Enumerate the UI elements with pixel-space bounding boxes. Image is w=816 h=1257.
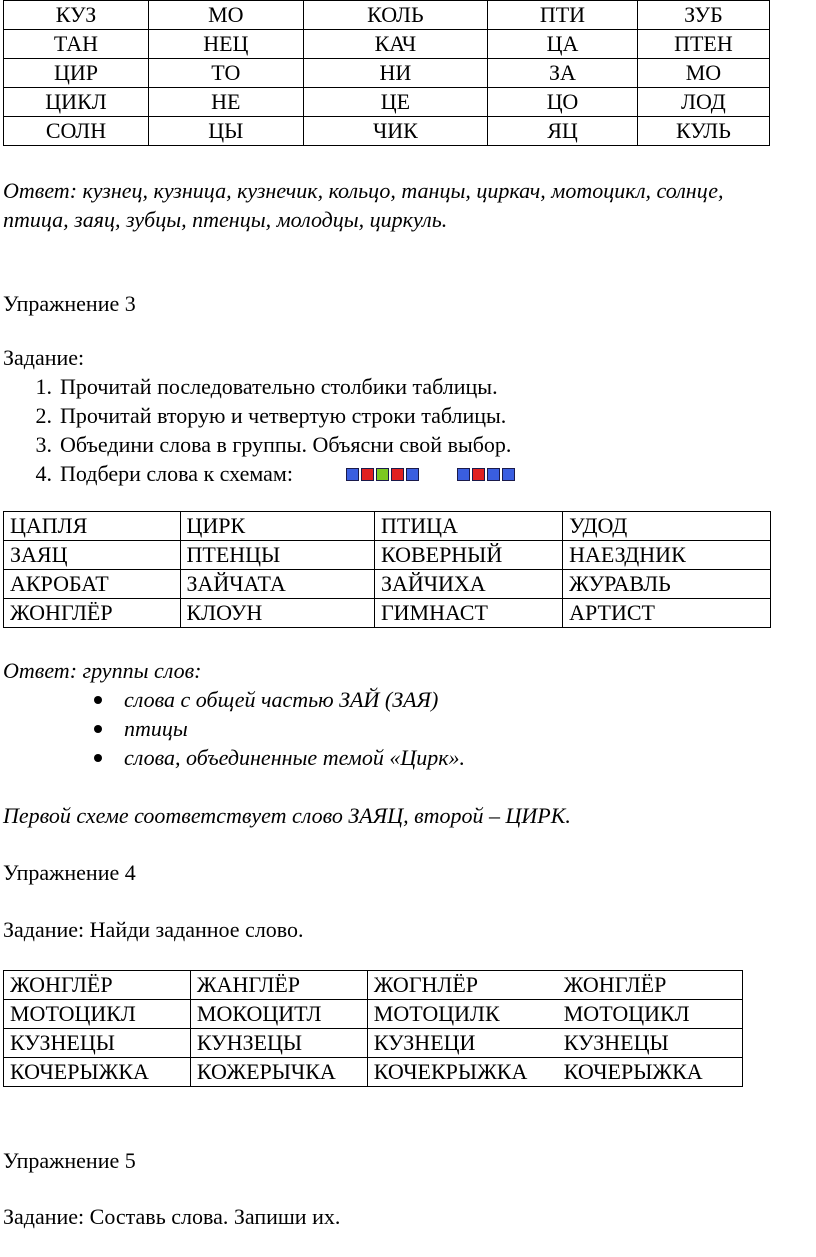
table-row (4, 971, 743, 1000)
scheme-square (406, 468, 419, 481)
bullet-icon (94, 696, 102, 704)
answer-1-line-2: птица, заяц, зубцы, птенцы, молодцы, циркуль. (3, 207, 448, 232)
table-cell: НИ (303, 59, 487, 88)
table-cell: ЦИР (4, 59, 149, 88)
table-cell: НАЕЗДНИК (563, 541, 771, 570)
table-cell: ЖОГНЛЁР (367, 971, 557, 1000)
exercise-4-heading: Упражнение 4 (3, 860, 136, 885)
table-cell: ЖУРАВЛЬ (563, 570, 771, 599)
scheme-square (346, 468, 359, 481)
task-text: Объедини слова в группы. Объясни свой выбор. (60, 432, 512, 457)
table-cell: ЖОНГЛЁР (558, 971, 743, 1000)
table-cell: ЯЦ (488, 117, 638, 146)
table-cell: ЗАЙЧИХА (374, 570, 562, 599)
table-cell: ПТИ (488, 1, 638, 30)
table-row (4, 599, 771, 628)
table-cell: ЧИК (303, 117, 487, 146)
table-row (4, 59, 770, 88)
table-row (4, 1058, 743, 1087)
table-row (4, 512, 771, 541)
table-cell: ЦО (488, 88, 638, 117)
table-row (4, 117, 770, 146)
scheme-square (457, 468, 470, 481)
table-cell: НЕЦ (148, 30, 303, 59)
task-item-3 (20, 432, 511, 458)
table-cell: КОЧЕРЫЖКА (558, 1058, 743, 1087)
table-cell: МОТОЦИКЛ (558, 1000, 743, 1029)
scheme-square (502, 468, 515, 481)
exercise-5-task: Задание: Составь слова. Запиши их. (3, 1204, 341, 1229)
bullet-text: слова с общей частью ЗАЙ (ЗАЯ) (124, 687, 439, 712)
bullet-text: птицы (124, 716, 188, 741)
table-row (4, 570, 771, 599)
table-cell: ЗАЙЧАТА (180, 570, 374, 599)
table-cell: ЦАПЛЯ (4, 512, 181, 541)
table-cell: ПТИЦА (374, 512, 562, 541)
table-row (4, 1000, 743, 1029)
task-item-1 (20, 374, 498, 400)
table-cell: УДОД (563, 512, 771, 541)
table-row (4, 541, 771, 570)
table-cell: ЦА (488, 30, 638, 59)
table-row (4, 88, 770, 117)
scheme-square (487, 468, 500, 481)
table-cell: КОЛЬ (303, 1, 487, 30)
table-row (4, 1, 770, 30)
table-cell: МОКОЦИТЛ (190, 1000, 367, 1029)
table-cell: СОЛН (4, 117, 149, 146)
task-number: 2. (35, 403, 52, 428)
answer-3-intro: Ответ: группы слов: (3, 658, 202, 683)
task-item-4 (20, 461, 293, 487)
table-cell: ЗА (488, 59, 638, 88)
exercise-5-heading: Упражнение 5 (3, 1148, 136, 1173)
table-cell: КОЧЕКРЫЖКА (367, 1058, 557, 1087)
task-number: 3. (35, 432, 52, 457)
table-cell: КОЖЕРЫЧКА (190, 1058, 367, 1087)
table-cell: ЗАЯЦ (4, 541, 181, 570)
find-word-table (3, 970, 743, 1087)
bullet-icon (94, 754, 102, 762)
answer-3-bullet-3 (94, 745, 465, 771)
answer-1-line-1: Ответ: кузнец, кузница, кузнечик, кольцо, танцы, циркач, мотоцикл, солнце, (3, 178, 724, 203)
word-group-table (3, 511, 771, 628)
table-cell: КАЧ (303, 30, 487, 59)
table-cell: КОЧЕРЫЖКА (4, 1058, 191, 1087)
table-cell: КЛОУН (180, 599, 374, 628)
scheme-square (376, 468, 389, 481)
table-cell: ЦЫ (148, 117, 303, 146)
table-cell: АКРОБАТ (4, 570, 181, 599)
table-row (4, 30, 770, 59)
table-cell: ЖАНГЛЁР (190, 971, 367, 1000)
task-item-2 (20, 403, 506, 429)
table-cell: КУЗНЕЦЫ (558, 1029, 743, 1058)
answer-3-schemes: Первой схеме соответствует слово ЗАЯЦ, второй – ЦИРК. (3, 803, 571, 828)
task-number: 4. (35, 461, 52, 486)
answer-3-bullet-1 (94, 687, 438, 713)
scheme-square (472, 468, 485, 481)
table-cell: КУЗНЕЦЫ (4, 1029, 191, 1058)
table-cell: ЦЕ (303, 88, 487, 117)
exercise-4-task: Задание: Найди заданное слово. (3, 917, 304, 942)
table-cell: ПТЕН (637, 30, 769, 59)
task-text: Прочитай последовательно столбики таблицы. (60, 374, 498, 399)
bullet-text: слова, объединенные темой «Цирк». (124, 745, 466, 770)
table-cell: ЛОД (637, 88, 769, 117)
table-cell: МОТОЦИЛК (367, 1000, 557, 1029)
table-cell: ЦИРК (180, 512, 374, 541)
answer-3-bullet-2 (94, 716, 188, 742)
bullet-icon (94, 725, 102, 733)
table-cell: ЦИКЛ (4, 88, 149, 117)
table-cell: ТАН (4, 30, 149, 59)
table-cell: АРТИСТ (563, 599, 771, 628)
table-cell: КУЗНЕЦИ (367, 1029, 557, 1058)
table-cell: КОВЕРНЫЙ (374, 541, 562, 570)
table-cell: ТО (148, 59, 303, 88)
table-cell: ЖОНГЛЁР (4, 971, 191, 1000)
table-cell: КУЗ (4, 1, 149, 30)
table-cell: МО (637, 59, 769, 88)
table-cell: ЗУБ (637, 1, 769, 30)
scheme-square (391, 468, 404, 481)
exercise-3-heading: Упражнение 3 (3, 291, 136, 316)
task-text: Прочитай вторую и четвертую строки таблицы. (60, 403, 507, 428)
syllable-table (3, 0, 770, 146)
table-cell: КУНЗЕЦЫ (190, 1029, 367, 1058)
exercise-3-task-label: Задание: (3, 345, 85, 370)
word-scheme-1 (346, 465, 421, 483)
table-cell: КУЛЬ (637, 117, 769, 146)
table-cell: ГИМНАСТ (374, 599, 562, 628)
scheme-square (361, 468, 374, 481)
table-cell: МОТОЦИКЛ (4, 1000, 191, 1029)
word-scheme-2 (457, 465, 517, 483)
table-cell: МО (148, 1, 303, 30)
table-cell: ПТЕНЦЫ (180, 541, 374, 570)
table-cell: ЖОНГЛЁР (4, 599, 181, 628)
table-cell: НЕ (148, 88, 303, 117)
table-row (4, 1029, 743, 1058)
task-number: 1. (35, 374, 52, 399)
task-text: Подбери слова к схемам: (60, 461, 293, 486)
